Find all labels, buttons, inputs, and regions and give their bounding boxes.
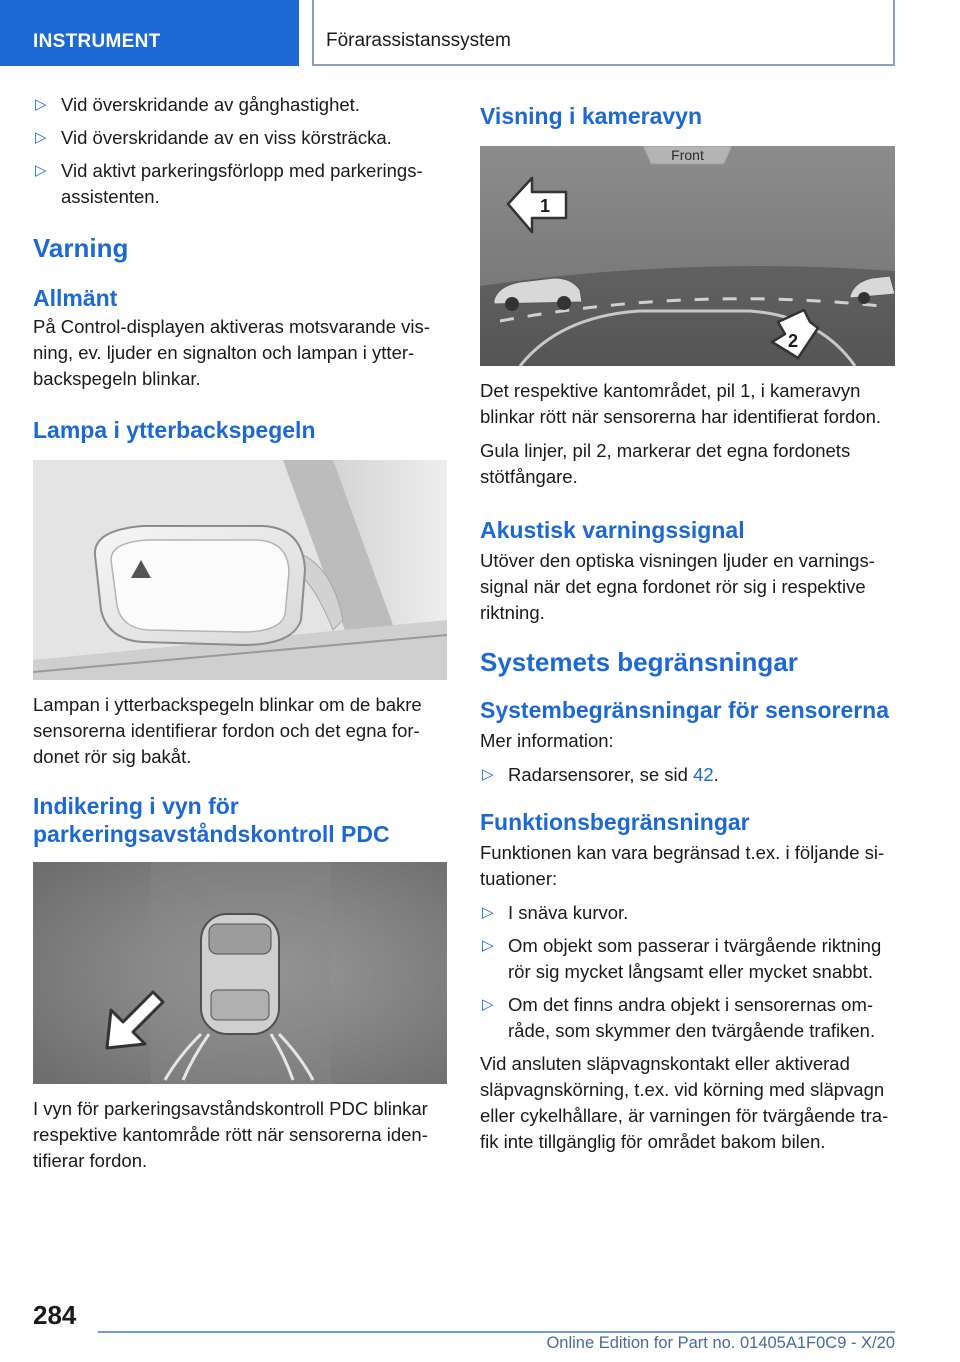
bullet-triangle-icon: ▷ xyxy=(482,766,494,783)
heading-function-limits: Funktionsbegränsningar xyxy=(480,809,750,835)
bullet-triangle-icon: ▷ xyxy=(482,904,494,921)
paragraph-pdc: I vyn för parkeringsavståndskontroll PDC blinkar respektive kantområde rött när sensorerna identifierar fordon. xyxy=(33,1098,428,1171)
heading-system-limits: Systemets begränsningar xyxy=(480,647,798,677)
pdc-figure xyxy=(33,862,447,1084)
mirror-lamp-figure xyxy=(33,460,447,680)
footer-divider xyxy=(98,1331,895,1333)
bullet-triangle-icon: ▷ xyxy=(35,129,47,146)
heading-camera-view: Visning i kameravyn xyxy=(480,103,703,129)
section-tab: INSTRUMENT xyxy=(0,0,299,66)
mirror-illustration xyxy=(33,460,447,680)
list-item: ▷ Om det finns andra objekt i sensorernas område, som skymmer den tvärgående trafiken. xyxy=(482,994,876,1041)
bullet-triangle-icon: ▷ xyxy=(482,937,494,954)
page-header xyxy=(0,0,960,66)
chapter-title: Förarassistanssystem xyxy=(312,0,895,66)
paragraph-function-limits: Funktionen kan vara begränsad t.ex. i följande situationer: xyxy=(480,842,885,889)
paragraph-acoustic: Utöver den optiska visningen ljuder en varningssignal när det egna fordonet rör sig i respektive riktning. xyxy=(480,550,875,623)
camera-arrow-1-label: 1 xyxy=(540,196,551,216)
list-item: ▷ Vid överskridande av gånghastighet. xyxy=(33,92,447,118)
bullet-triangle-icon: ▷ xyxy=(482,996,494,1013)
paragraph-camera-2: Gula linjer, pil 2, markerar det egna fordonets stötfångare. xyxy=(480,440,851,487)
paragraph-more-info: Mer information: xyxy=(480,730,614,751)
list-item: ▷ Om objekt som passerar i tvärgående riktning rör sig mycket långsamt eller mycket snabbt. xyxy=(482,935,882,982)
heading-acoustic-warning: Akustisk varningssignal xyxy=(480,517,745,543)
camera-view-figure xyxy=(480,146,895,366)
pdc-illustration xyxy=(33,862,447,1084)
bullet-triangle-icon: ▷ xyxy=(35,162,47,179)
heading-pdc: Indikering i vyn för parkeringsavståndskontroll PDC xyxy=(33,793,390,847)
heading-general: Allmänt xyxy=(33,285,118,311)
list-item: ▷ Vid överskridande av en viss körsträcka. xyxy=(33,125,447,151)
camera-front-label: Front xyxy=(671,147,704,163)
bullet-list-radar xyxy=(480,762,896,788)
bullet-list-function xyxy=(480,900,896,1044)
page-link-42[interactable]: 42 xyxy=(693,764,714,785)
list-item: ▷ Vid aktivt parkeringsförlopp med parkeringsassistenten. xyxy=(35,160,423,207)
paragraph-general: På Control-displayen aktiveras motsvarande visning, ev. ljuder en signalton och lampan i ytterbackspegeln blinkar. xyxy=(33,316,430,389)
list-item: ▷ I snäva kurvor. xyxy=(480,900,896,926)
heading-warning: Varning xyxy=(33,233,129,263)
paragraph-trailer: Vid ansluten släpvagnskontakt eller aktiverad släpvagnskörning, t.ex. vid körning med släpvagn eller cykelhållare, är varningen för tvärgående trafik inte tillgänglig för området bakom bilen. xyxy=(480,1053,889,1152)
camera-arrow-2-label: 2 xyxy=(788,331,799,351)
bullet-triangle-icon: ▷ xyxy=(35,96,47,113)
list-item: ▷ Radarsensorer, se sid 42. xyxy=(480,762,896,788)
camera-illustration xyxy=(480,146,895,366)
heading-sensor-limits: Systembegränsningar för sensorerna xyxy=(480,697,890,723)
paragraph-mirror-lamp: Lampan i ytterbackspegeln blinkar om de bakre sensorerna identifierar fordon och det egna fordonet rör sig bakåt. xyxy=(33,694,422,767)
footer-edition: Online Edition for Part no. 01405A1F0C9 - X/20 xyxy=(546,1334,895,1352)
right-column xyxy=(480,92,896,1163)
page-number: 284 xyxy=(33,1300,77,1330)
heading-mirror-lamp: Lampa i ytterbackspegeln xyxy=(33,417,316,443)
left-column xyxy=(33,92,447,1182)
paragraph-camera-1: Det respektive kantområdet, pil 1, i kameravyn blinkar rött när sensorerna har identifierat fordon. xyxy=(480,380,882,427)
bullet-list-top xyxy=(33,92,447,210)
